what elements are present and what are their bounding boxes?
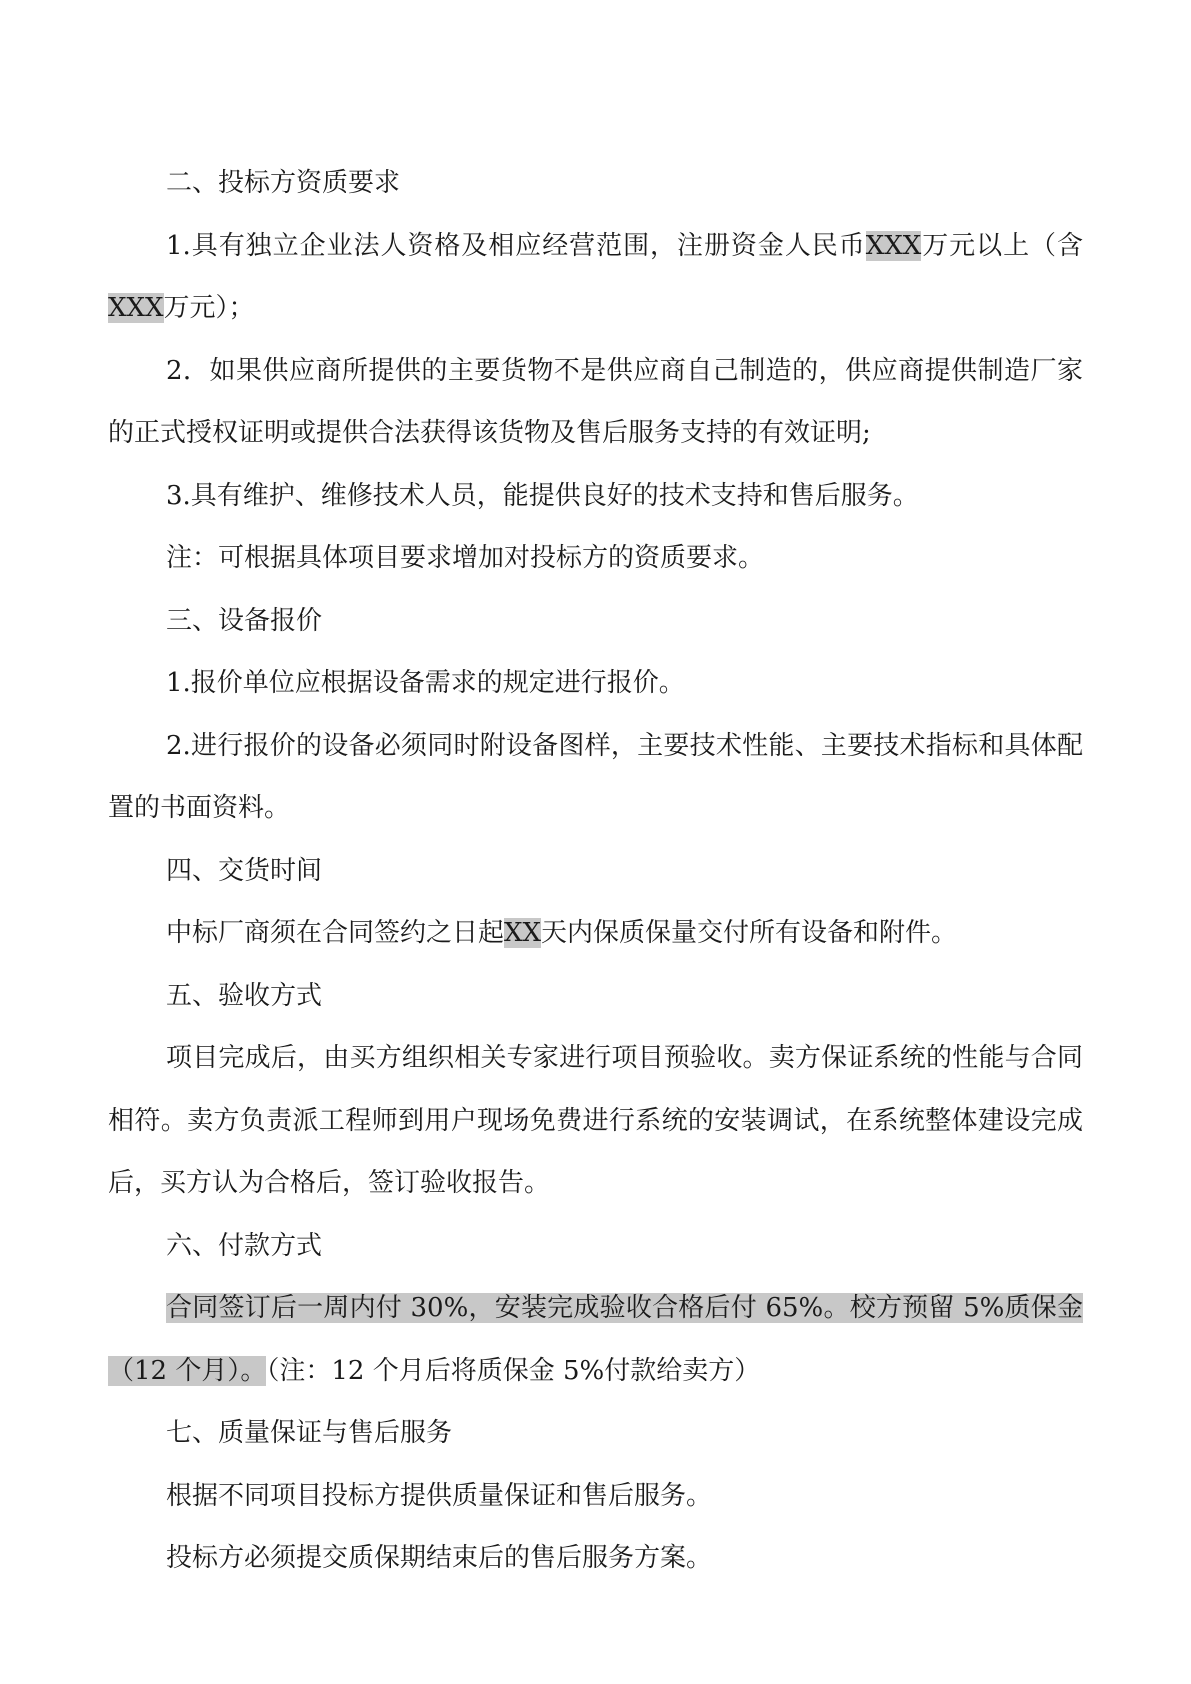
qualification-item-1-text-b: 万元以上（含 [921,230,1083,261]
service-item-2: 投标方必须提交质保期结束后的售后服务方案。 [166,1543,713,1573]
quotation-item-2: 2.进行报价的设备必须同时附设备图样，主要技术性能、主要技术指标和具体配置的书面资料。 [108,730,1083,823]
qualification-item-1-text-c: 万元）； [163,293,255,323]
section-heading-payment: 六、付款方式 [166,1230,323,1261]
acceptance-text: 项目完成后，由买方组织相关专家进行项目预验收。卖方保证系统的性能与合同相符。卖方负责派工程师到用户现场免费进行系统的安装调试，在系统整体建设完成后，买方认为合格后，签订验收报告。 [108,1043,1083,1198]
delivery-text [108,902,1083,965]
delivery-text-b: 天内保质保量交付所有设备和附件。 [541,918,958,948]
qualification-item-1 [108,215,1083,340]
qualification-note: 注：可根据具体项目要求增加对投标方的资质要求。 [166,543,765,573]
qualification-item-1-text-a: 1.具有独立企业法人资格及相应经营范围，注册资金人民币 [166,230,866,261]
qualification-item-2: 2．如果供应商所提供的主要货物不是供应商自己制造的，供应商提供制造厂家的正式授权证明或提供合法获得该货物及售后服务支持的有效证明; [108,355,1083,448]
section-heading-qualification: 二、投标方资质要求 [166,168,401,198]
section-heading-delivery: 四、交货时间 [166,855,323,886]
placeholder-delivery-days: XX [504,918,542,948]
qualification-item-3: 3.具有维护、维修技术人员，能提供良好的技术支持和售后服务。 [166,480,919,511]
placeholder-registered-capital-inclusive: XXX [108,293,164,323]
placeholder-registered-capital: XXX [865,230,922,261]
quotation-item-1: 1.报价单位应根据设备需求的规定进行报价。 [166,668,685,698]
payment-note: （注：12 个月后将质保金 5%付款给卖方） [266,1355,761,1386]
document-body [108,152,1083,1590]
section-heading-quotation: 三、设备报价 [166,605,323,636]
service-item-1: 根据不同项目投标方提供质量保证和售后服务。 [166,1480,713,1511]
section-heading-acceptance: 五、验收方式 [166,980,323,1011]
delivery-text-a: 中标厂商须在合同签约之日起 [166,918,505,948]
payment-terms-highlight: 合同签订后一周内付 30%，安装完成验收合格后付 65%。校方预留 5%质保金（12 个月）。 [108,1293,1083,1386]
section-heading-service: 七、质量保证与售后服务 [166,1418,453,1448]
payment-text [108,1277,1083,1402]
